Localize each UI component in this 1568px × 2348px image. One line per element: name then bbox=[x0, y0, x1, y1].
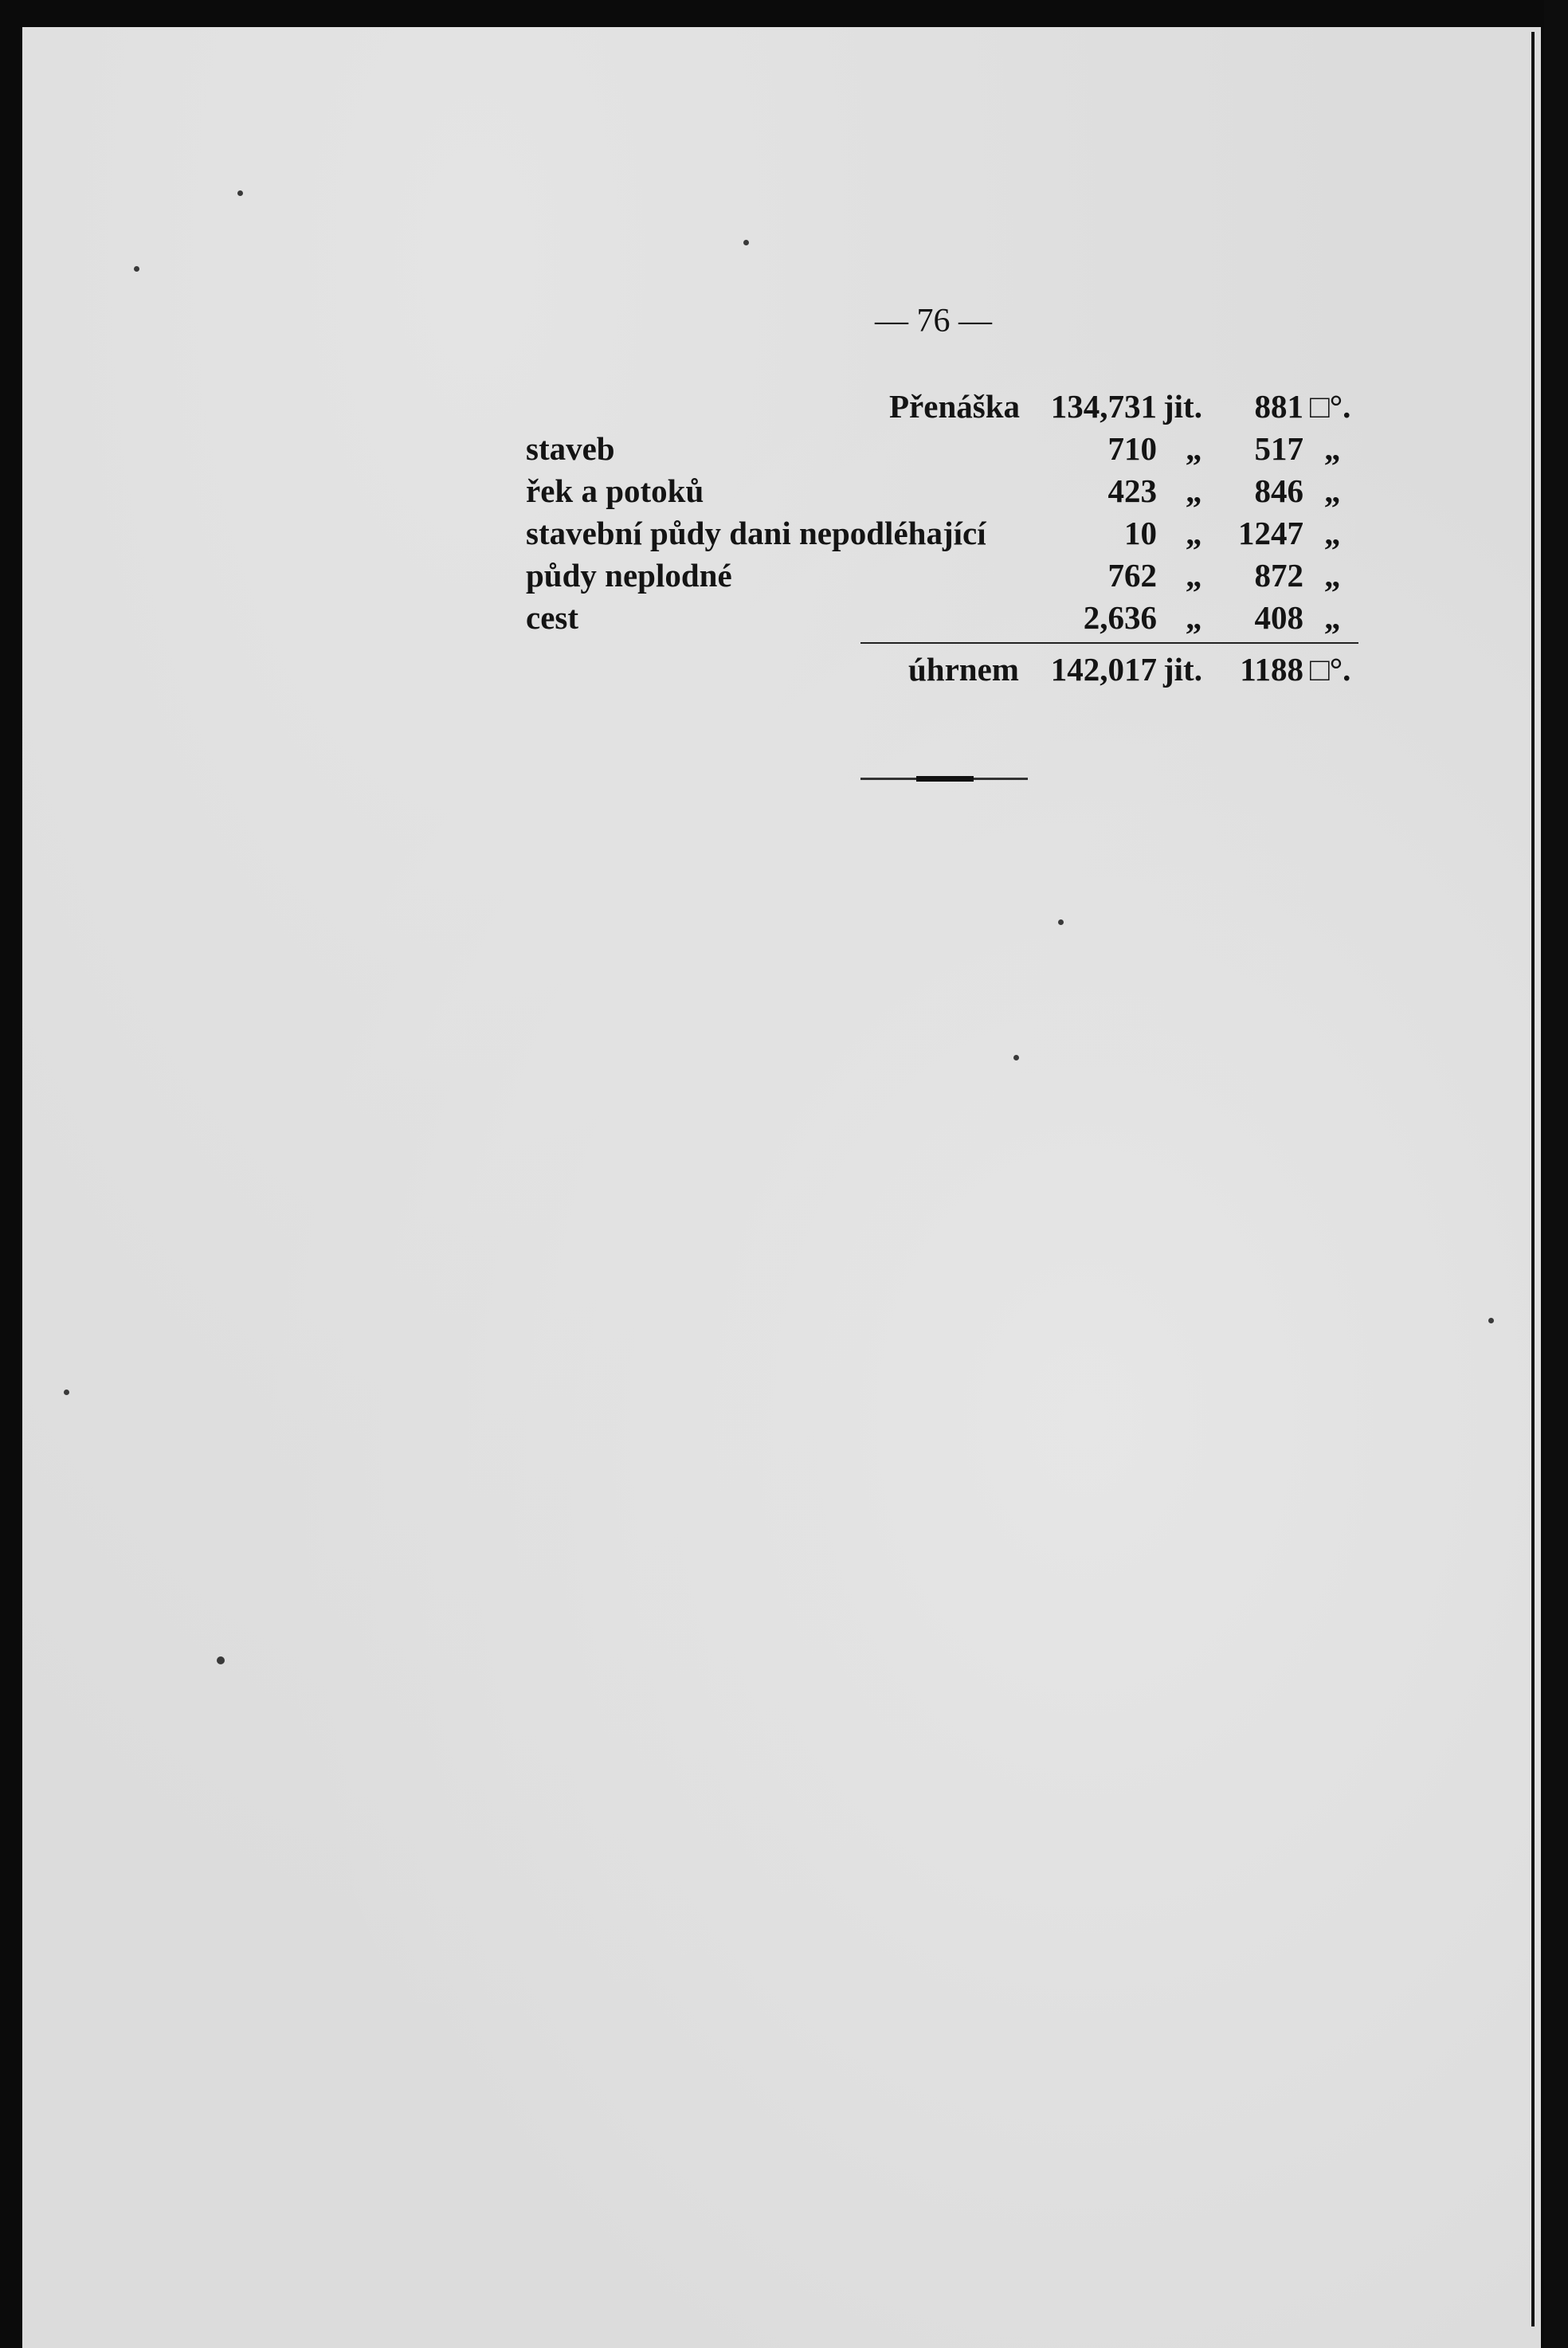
carry-over-sahy-unit: □°. bbox=[1310, 388, 1351, 425]
row-sahy: 517 bbox=[1254, 430, 1303, 467]
total-label: úhrnem bbox=[908, 651, 1019, 688]
scan-speck bbox=[237, 190, 243, 196]
total-jitra-unit: jit. bbox=[1163, 651, 1202, 688]
row-sahy-ditto-mark: „ bbox=[1324, 430, 1341, 467]
row-sahy-ditto-mark: „ bbox=[1324, 472, 1341, 509]
carry-over-sahy: 881 bbox=[1254, 388, 1303, 425]
sum-rule bbox=[860, 642, 1358, 644]
row-label: řek a potoků bbox=[526, 472, 704, 509]
scan-speck bbox=[217, 1656, 225, 1664]
row-label: půdy neplodné bbox=[526, 557, 732, 594]
row-jitra: 10 bbox=[1124, 515, 1157, 551]
row-label: staveb bbox=[526, 430, 615, 467]
carry-over-label: Přenáška bbox=[889, 388, 1020, 425]
total-sahy: 1188 bbox=[1240, 651, 1303, 688]
row-jitra: 710 bbox=[1107, 430, 1157, 467]
page-number: — 76 — bbox=[875, 303, 992, 339]
scanned-page bbox=[22, 27, 1541, 2348]
scan-speck bbox=[64, 1390, 69, 1395]
row-sahy-ditto-mark: „ bbox=[1324, 557, 1341, 594]
scan-speck bbox=[1013, 1055, 1019, 1060]
carry-over-jitra-unit: jit. bbox=[1163, 388, 1202, 425]
table-row bbox=[526, 429, 1362, 472]
table-row bbox=[526, 598, 1362, 641]
row-jitra: 762 bbox=[1107, 557, 1157, 594]
scan-speck bbox=[1488, 1318, 1494, 1323]
scan-border bbox=[1544, 0, 1568, 2348]
table-row bbox=[526, 514, 1362, 557]
row-sahy: 872 bbox=[1254, 557, 1303, 594]
total-row bbox=[526, 650, 1362, 693]
row-ditto-mark: „ bbox=[1186, 472, 1202, 509]
row-sahy: 1247 bbox=[1238, 515, 1303, 551]
scan-speck bbox=[1058, 919, 1064, 925]
total-sahy-unit: □°. bbox=[1310, 651, 1351, 688]
row-label: stavební půdy dani nepodléhající bbox=[526, 515, 986, 551]
table-row bbox=[526, 556, 1362, 599]
carry-over-row bbox=[526, 387, 1362, 430]
row-ditto-mark: „ bbox=[1186, 599, 1202, 636]
binding-gutter-line bbox=[1531, 32, 1535, 2326]
row-ditto-mark: „ bbox=[1186, 515, 1202, 551]
carry-over-jitra: 134,731 bbox=[1050, 388, 1157, 425]
row-sahy: 408 bbox=[1254, 599, 1303, 636]
total-jitra: 142,017 bbox=[1050, 651, 1157, 688]
table-row bbox=[526, 472, 1362, 515]
section-end-rule-ornament bbox=[916, 776, 974, 782]
row-label: cest bbox=[526, 599, 579, 636]
row-sahy: 846 bbox=[1254, 472, 1303, 509]
row-jitra: 423 bbox=[1107, 472, 1157, 509]
scan-speck bbox=[134, 266, 139, 272]
row-sahy-ditto-mark: „ bbox=[1324, 515, 1341, 551]
scan-speck bbox=[743, 240, 749, 245]
row-ditto-mark: „ bbox=[1186, 557, 1202, 594]
row-sahy-ditto-mark: „ bbox=[1324, 599, 1341, 636]
row-jitra: 2,636 bbox=[1083, 599, 1157, 636]
row-ditto-mark: „ bbox=[1186, 430, 1202, 467]
